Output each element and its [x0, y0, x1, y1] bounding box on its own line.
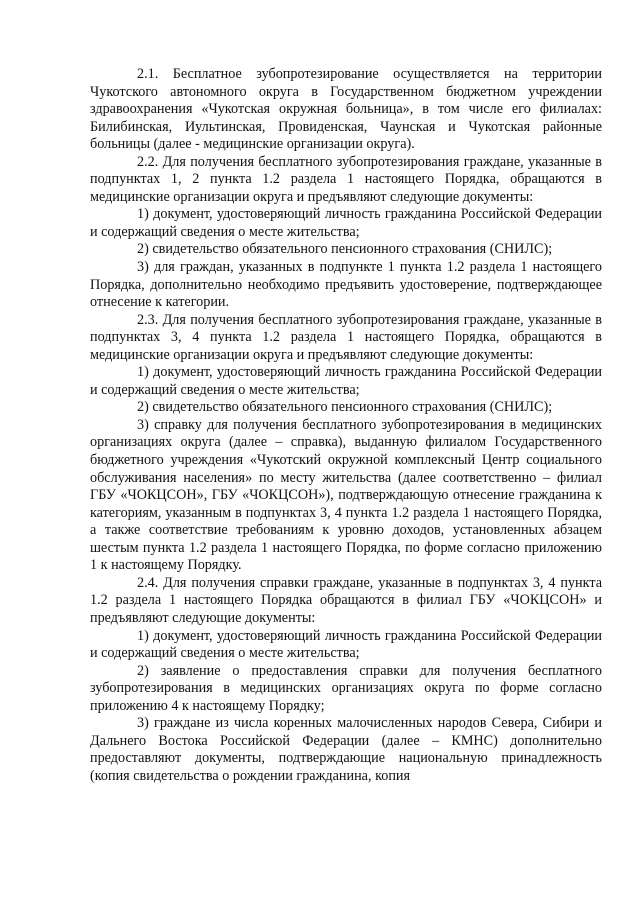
list-item-2-2-1: 1) документ, удостоверяющий личность гражданина Российской Федерации и содержащий сведения о месте жительства; [90, 206, 602, 240]
paragraph-2-1: 2.1. Бесплатное зубопротезирование осуществляется на территории Чукотского автономного округа в Государственном бюджетном учреждении здравоохранения «Чукотская окружная больница», в том числе его филиалах: Билибинская, Иультинская, Провиденская, Чаунская и Чукотская районные больницы (далее - медицинские организации округа). [90, 66, 602, 153]
list-item-2-3-2: 2) свидетельство обязательного пенсионного страхования (СНИЛС); [137, 399, 553, 416]
list-item-2-2-2: 2) свидетельство обязательного пенсионного страхования (СНИЛС); [137, 241, 553, 258]
list-item-2-2-3: 3) для граждан, указанных в подпункте 1 пункта 1.2 раздела 1 настоящего Порядка, дополнительно необходимо предъявить удостоверение, подтверждающее отнесение к категории. [90, 259, 602, 311]
list-item-2-3-3: 3) справку для получения бесплатного зубопротезирования в медицинских организациях округа (далее – справка), выданную филиалом Государственного бюджетного учреждения «Чукотский окружной комплексный Центр социального обслуживания населения» по месту жительства (далее соответственно – филиал ГБУ «ЧОКЦСОН», ГБУ «ЧОКЦСОН»), подтверждающую отнесение гражданина к категориям, указанным в подпунктах 3, 4 пункта 1.2 раздела 1 настоящего Порядка, а также соответствие требованиям к уровню доходов, установленных абзацем шестым пункта 1.2 раздела 1 настоящего Порядка, по форме согласно приложению 1 к настоящему Порядку. [90, 416, 602, 574]
list-item-2-3-1: 1) документ, удостоверяющий личность гражданина Российской Федерации и содержащий сведения о месте жительства; [90, 364, 602, 398]
paragraph-2-4: 2.4. Для получения справки граждане, указанные в подпунктах 3, 4 пункта 1.2 раздела 1 настоящего Порядка обращаются в филиал ГБУ «ЧОКЦСОН» и предъявляют следующие документы: [90, 574, 602, 626]
list-item-2-4-2: 2) заявление о предоставления справки для получения бесплатного зубопротезирования в медицинских организациях округа по форме согласно приложению 4 к настоящему Порядку; [90, 662, 602, 714]
list-item-2-4-3: 3) граждане из числа коренных малочисленных народов Севера, Сибири и Дальнего Востока Российской Федерации (далее – КМНС) дополнительно предоставляют документы, подтверждающие национальную принадлежность (копия свидетельства о рождении гражданина, копия [90, 715, 602, 784]
document-page [90, 66, 602, 785]
list-item-2-4-1: 1) документ, удостоверяющий личность гражданина Российской Федерации и содержащий сведения о месте жительства; [90, 627, 602, 662]
paragraph-2-2: 2.2. Для получения бесплатного зубопротезирования граждане, указанные в подпунктах 1, 2 пункта 1.2 раздела 1 настоящего Порядка, обращаются в медицинские организации округа и предъявляют следующие документы: [90, 153, 602, 205]
paragraph-2-3: 2.3. Для получения бесплатного зубопротезирования граждане, указанные в подпунктах 3, 4 пункта 1.2 раздела 1 настоящего Порядка, обращаются в медицинские организации округа и предъявляют следующие документы: [90, 311, 602, 363]
